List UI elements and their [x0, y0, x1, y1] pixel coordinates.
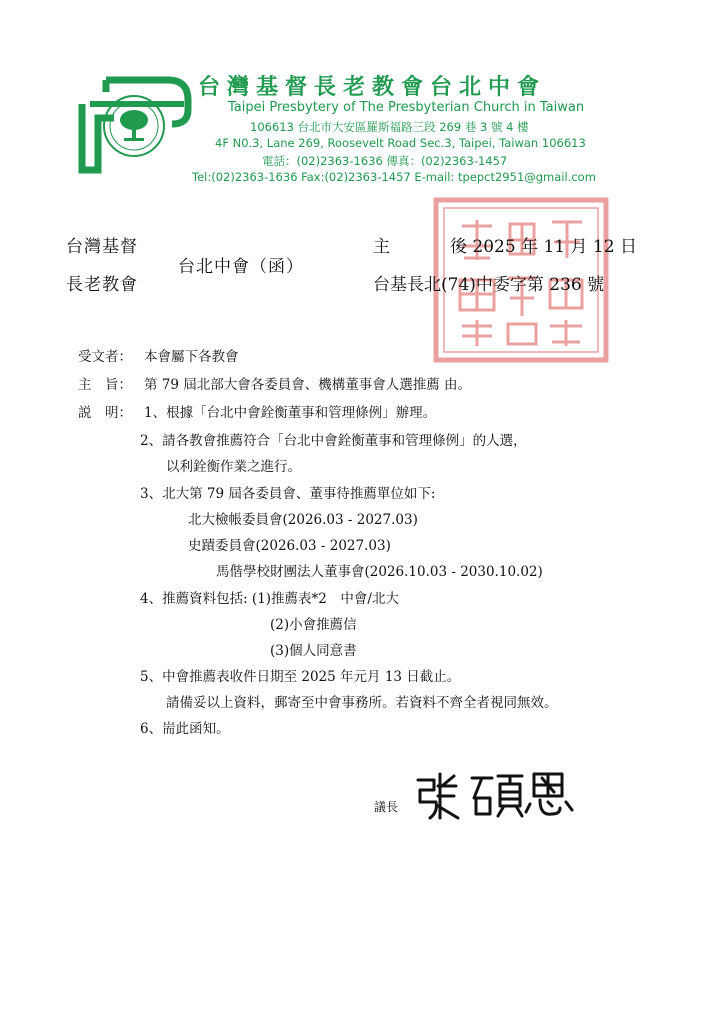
explanation-label: 説 明：	[78, 405, 132, 421]
explanation-item-1: 1、根據「台北中會銓衡董事和管理條例」辦理。	[144, 405, 437, 421]
reference-number: 台基長北(74)中委字第 236 號	[373, 275, 605, 295]
explanation-item-2: 2、請各教會推薦符合「台北中會銓衡董事和管理條例」的人選，	[140, 433, 527, 449]
org-name-line2: 長老教會	[66, 275, 138, 295]
explanation-item-3: 3、北大第 79 屆各委員會、董事待推薦單位如下:	[140, 486, 436, 502]
explanation-item-4: 4、推薦資料包括: (1)推薦表*2 中會/北大	[140, 591, 399, 607]
document-item-2: (2)小會推薦信	[270, 617, 357, 633]
document-date: 後 2025 年 11 月 12 日	[450, 237, 637, 257]
document-item-3: (3)個人同意書	[270, 643, 357, 659]
explanation-item-2-cont: 以利銓衡作業之進行。	[166, 459, 301, 475]
subject-label: 主 旨：	[78, 377, 132, 393]
signer-title: 議長	[374, 800, 399, 814]
letterhead-address-en: 4F N0.3, Lane 269, Roosevelt Road Sec.3, Taipei, Taiwan 106613	[215, 136, 586, 150]
org-name-line1: 台灣基督	[66, 237, 138, 257]
letterhead-phone-zh: 電話：(02)2363-1636 傳真：(02)2363-1457	[262, 154, 508, 168]
letterhead-title-en: Taipei Presbytery of The Presbyterian Church in Taiwan	[228, 100, 585, 115]
committee-history: 史蹟委員會(2026.03 - 2027.03)	[188, 538, 391, 554]
date-main-label: 主	[373, 237, 390, 257]
presbytery-letter-title: 台北中會（函）	[178, 257, 304, 277]
explanation-item-5-cont: 請備妥以上資料，郵寄至中會事務所。若資料不齊全者視同無效。	[166, 695, 558, 711]
letterhead-contact-en: Tel:(02)2363-1636 Fax:(02)2363-1457 E-mail: tpepct2951@gmail.com	[192, 170, 596, 184]
handwritten-signature	[410, 768, 580, 824]
letterhead-title-zh: 台灣基督長老教會台北中會	[198, 75, 547, 100]
recipient-value: 本會屬下各教會	[144, 349, 239, 365]
committee-audit: 北大檢帳委員會(2026.03 - 2027.03)	[188, 512, 418, 528]
explanation-item-5: 5、中會推薦表收件日期至 2025 年元月 13 日截止。	[140, 669, 461, 685]
presbytery-logo	[76, 74, 194, 174]
letterhead-address-zh: 106613 台北市大安區羅斯福路三段 269 巷 3 號 4 樓	[250, 120, 529, 134]
recipient-label: 受文者：	[78, 349, 132, 365]
explanation-item-6: 6、耑此函知。	[140, 721, 230, 737]
subject-value: 第 79 屆北部大會各委員會、機構董事會人選推薦 由。	[144, 377, 472, 393]
committee-mackay-school: 馬偕學校財團法人董事會(2026.10.03 - 2030.10.02)	[216, 564, 543, 580]
